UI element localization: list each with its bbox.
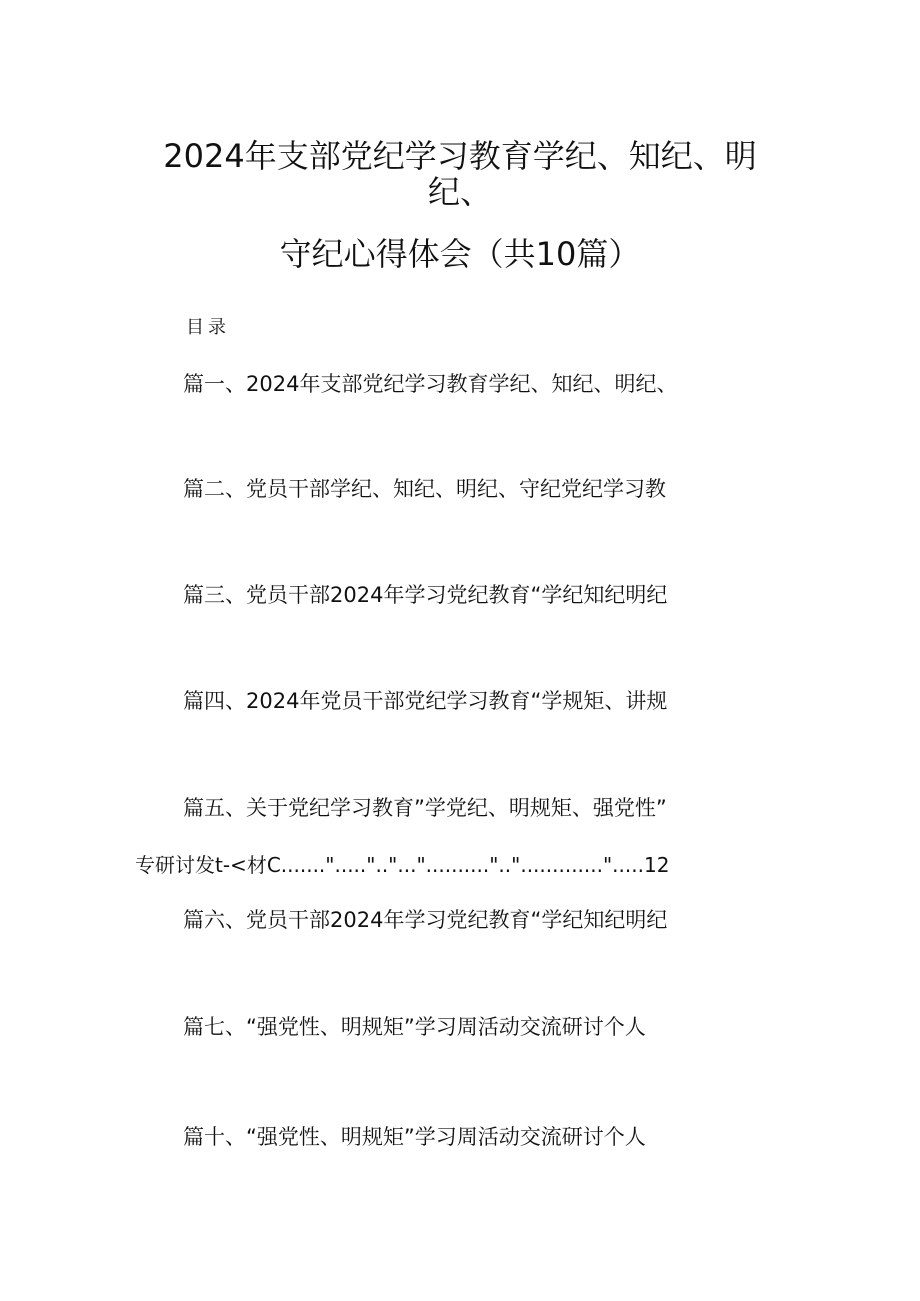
toc-entry-10: 篇十、“强党性、明规矩”学习周活动交流研讨个人 — [183, 1125, 646, 1149]
document-title-line-1: 2024年支部党纪学习教育学纪、知纪、明 — [163, 137, 757, 175]
toc-heading: 目录 — [186, 317, 230, 338]
document-title-line-3: 守纪心得体会（共10篇） — [279, 235, 641, 273]
toc-entry-7: 篇七、“强党性、明规矩”学习周活动交流研讨个人 — [183, 1015, 646, 1039]
toc-entry-2: 篇二、党员干部学纪、知纪、明纪、守纪党纪学习教 — [183, 477, 666, 501]
toc-entry-5-continuation: 专研讨发t-<材C.......".....".."...".........."..".............".....12 — [135, 853, 670, 877]
toc-entry-5: 篇五、关于党纪学习教育”学党纪、明规矩、强党性” — [183, 796, 667, 820]
toc-entry-6: 篇六、党员干部2024年学习党纪教育“学纪知纪明纪 — [183, 908, 668, 932]
toc-entry-3: 篇三、党员干部2024年学习党纪教育“学纪知纪明纪 — [183, 583, 668, 607]
toc-entry-1: 篇一、2024年支部党纪学习教育学纪、知纪、明纪、 — [183, 372, 678, 396]
document-title-line-2: 纪、 — [427, 173, 492, 211]
toc-entry-4: 篇四、2024年党员干部党纪学习教育“学规矩、讲规 — [183, 689, 668, 713]
